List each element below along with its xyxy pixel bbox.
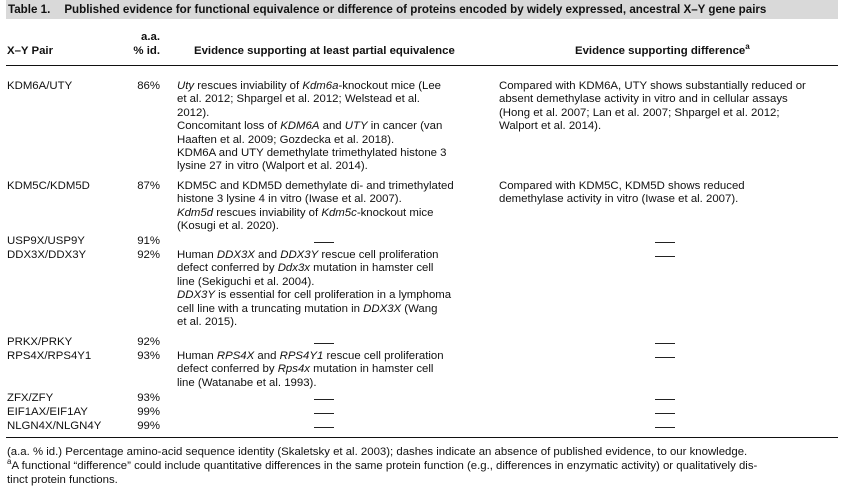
evidence-item xyxy=(177,147,487,174)
row-pair: USP9X/USP9Y xyxy=(7,235,85,247)
no-evidence-dash xyxy=(655,357,675,358)
text-line: 2012). xyxy=(177,106,210,119)
gene-name: DDX3Y xyxy=(177,289,215,302)
no-evidence-dash xyxy=(314,427,334,428)
row-equivalence xyxy=(177,350,487,390)
evidence-item: Human RPS4X and RPS4Y1 rescue cell proliferation defect conferred by Rps4x mutation in hamster cell line (Watanabe et al. 1993). xyxy=(177,350,487,390)
gene-name: DDX3Y xyxy=(280,249,319,261)
text-line: Walport et al. 2014). xyxy=(499,120,602,133)
text-line: histone 3 lysine 4 in vitro (Iwase et al. 2007). xyxy=(177,193,402,206)
text-line: Compared with KDM5C, KDM5D shows reduced xyxy=(499,180,745,192)
text-line: KDM5C and KDM5D demethylate di- and trimethylated xyxy=(177,180,454,192)
evidence-item: Uty rescues inviability of Kdm6a-knockout mice (Lee et al. 2012; Shpargel et al. 2012; Welstead et al. 2012). xyxy=(177,80,487,120)
gene-name: KDM6A xyxy=(280,120,320,133)
table-number: Table 1. xyxy=(8,3,51,16)
footnote-a-continued: tinct protein functions. xyxy=(7,474,118,486)
gene-name: DDX3X xyxy=(216,249,255,261)
gene-name: Kdm5d xyxy=(177,206,214,219)
row-equivalence xyxy=(177,180,487,234)
gene-name: UTY xyxy=(344,120,368,133)
row-identity: 99% xyxy=(137,406,160,418)
text-line: line (Sekiguchi et al. 2004). xyxy=(177,275,315,288)
row-difference xyxy=(499,80,834,134)
row-identity: 93% xyxy=(137,392,160,404)
row-identity: 91% xyxy=(137,235,160,247)
row-identity: 99% xyxy=(137,420,160,432)
no-evidence-dash xyxy=(655,413,675,414)
no-evidence-dash xyxy=(655,256,675,257)
text-line: et al. 2012; Shpargel et al. 2012; Welstead et al. xyxy=(177,93,420,106)
text-line: KDM6A and UTY demethylate trimethylated histone 3 xyxy=(177,147,447,160)
row-identity: 92% xyxy=(137,336,160,348)
header-difference-footnote-marker: a xyxy=(745,42,750,52)
no-evidence-dash xyxy=(314,413,334,414)
evidence-item: Concomitant loss of KDM6A and UTY in cancer (van Haaften et al. 2009; Gozdecka et al. 2018). xyxy=(177,120,487,147)
no-evidence-dash xyxy=(655,427,675,428)
no-evidence-dash xyxy=(655,242,675,243)
table-caption xyxy=(6,0,838,19)
evidence-item: DDX3Y is essential for cell proliferation in a lymphoma cell line with a truncating mutation in DDX3X (Wang et al. 2015). xyxy=(177,289,487,329)
table-title: Published evidence for functional equivalence or difference of proteins encoded by widely expressed, ancestral X–Y gene pairs xyxy=(64,3,767,16)
gene-name: Kdm6a xyxy=(302,80,339,92)
text-line: Haaften et al. 2009; Gozdecka et al. 2018). xyxy=(177,133,395,146)
gene-name: Ddx3x xyxy=(277,262,310,275)
evidence-item: Kdm5d rescues inviability of Kdm5c-knockout mice (Kosugi et al. 2020). xyxy=(177,207,487,234)
row-identity: 93% xyxy=(137,350,160,362)
header-rule xyxy=(6,65,838,66)
text-line: Compared with KDM6A, UTY shows substantially reduced or xyxy=(499,80,806,92)
gene-name: RPS4Y1 xyxy=(279,350,324,362)
gene-name: Kdm5c xyxy=(321,206,357,219)
row-pair: EIF1AX/EIF1AY xyxy=(7,406,88,418)
row-pair: KDM5C/KDM5D xyxy=(7,180,90,192)
header-aa: a.a. xyxy=(141,31,160,43)
gene-name: Uty xyxy=(177,80,195,92)
header-difference xyxy=(575,42,835,58)
row-pair: PRKX/PRKY xyxy=(7,336,73,348)
no-evidence-dash xyxy=(314,242,334,243)
evidence-item xyxy=(177,180,487,207)
no-evidence-dash xyxy=(314,399,334,400)
header-difference-text: Evidence supporting difference xyxy=(575,45,746,57)
row-identity: 92% xyxy=(137,249,160,261)
evidence-item: Human DDX3X and DDX3Y rescue cell proliferation defect conferred by Ddx3x mutation in hamster cell line (Sekiguchi et al. 2004). xyxy=(177,249,487,289)
row-pair: ZFX/ZFY xyxy=(7,392,54,404)
header-equivalence: Evidence supporting at least partial equivalence xyxy=(194,45,455,57)
text-line: lysine 27 in vitro (Walport et al. 2014). xyxy=(177,160,368,173)
row-pair: NLGN4X/NLGN4Y xyxy=(7,420,102,432)
row-identity: 86% xyxy=(137,80,160,92)
no-evidence-dash xyxy=(655,399,675,400)
text-line: et al. 2015). xyxy=(177,316,238,329)
header-pair: X–Y Pair xyxy=(7,45,54,57)
gene-name: DDX3X xyxy=(363,302,402,315)
row-equivalence xyxy=(177,80,487,174)
row-pair: DDX3X/DDX3Y xyxy=(7,249,87,261)
gene-name: Rps4x xyxy=(277,363,310,376)
row-identity: 87% xyxy=(137,180,160,192)
footnote-a xyxy=(7,457,835,473)
footnote-a-text: A functional “difference” could include quantitative differences in the same protein function (e.g., differences in enzymatic activity) or qualitatively dis- xyxy=(11,460,758,472)
row-difference xyxy=(499,180,834,207)
header-percent-id: % id. xyxy=(133,45,160,57)
text-line: (Kosugi et al. 2020). xyxy=(177,220,279,233)
row-pair: KDM6A/UTY xyxy=(7,80,73,92)
gene-name: RPS4X xyxy=(216,350,255,362)
text-line: demethylase activity in vitro (Iwase et al. 2007). xyxy=(499,193,739,206)
no-evidence-dash xyxy=(655,343,675,344)
row-pair: RPS4X/RPS4Y1 xyxy=(7,350,92,362)
text-line: (Hong et al. 2007; Lan et al. 2007; Shpargel et al. 2012; xyxy=(499,106,780,119)
footnote-identity: (a.a. % id.) Percentage amino-acid sequence identity (Skaletsky et al. 2003); dashes indicate an absence of published evidence, to our knowledge. xyxy=(7,446,748,458)
text-line: absent demethylase activity in vitro and in cellular assays xyxy=(499,93,788,106)
table-bottom-rule xyxy=(6,437,838,438)
no-evidence-dash xyxy=(314,343,334,344)
text-line: line (Watanabe et al. 1993). xyxy=(177,376,317,389)
footnote-a-marker: a xyxy=(7,457,12,467)
row-equivalence xyxy=(177,249,487,329)
